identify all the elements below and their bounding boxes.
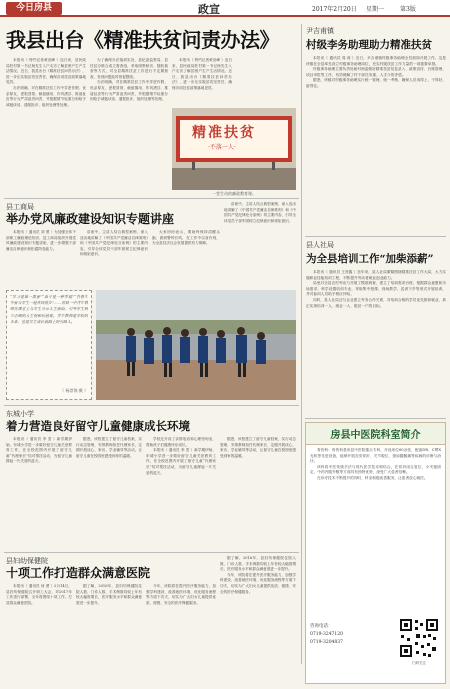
ad-phone-2: 0719-3204837 <box>310 640 344 645</box>
ad-qr-caption: 扫码关注 <box>412 661 426 665</box>
section-rule <box>4 198 299 199</box>
youth-body-col1 <box>6 230 76 286</box>
hospital-ad <box>305 422 446 684</box>
lead-paragraph: 本报讯（ 特约记者黄竞峰 ）连日来，县民政局驻村第一书记杨先生入户走访了解贫困户生产生活情况。近日，我县出台《精准扶贫问责办法》，进一步压实脱贫攻坚责任，确保各项扶贫政策落地见效。 <box>172 58 232 90</box>
village-body <box>306 56 446 234</box>
youth-body-col3 <box>152 230 220 286</box>
school-body-col3 <box>146 437 216 549</box>
youth-paragraph: 讲座中，主讲人结合典型案例，深入浅出地讲解了《中国共产党廉洁自律准则》和《中国共产党纪律处分条例》的主要内容，引导全体党员干部牢固树立纪律意识和规矩意识。 <box>80 230 148 257</box>
fuyou-body-col2 <box>76 584 142 682</box>
fuyou-paragraph: 本报讯（ 通讯员 何 勇 ）2月14日，县妇幼保健院召开职工大会，对2017年工作进行部署，全年将围绕十项工作，打造群众满意医院。 <box>6 584 72 605</box>
training-paragraph: 本报讯（ 通讯员 王晋鑫 ）近年来，县人社局紧紧围绕精准扶贫工作大局，大力实施职业技能培训工程，不断提升劳动者就业创业能力。 <box>306 270 446 280</box>
school-body-col1 <box>6 437 72 549</box>
masthead-bar <box>0 0 450 17</box>
students-photo <box>96 290 296 400</box>
school-paragraph: 本报讯（ 通讯员 李 雲 ）新学期伊始，东城小学进一步做好留守儿童关爱教育工作，在全校范围内开展了留守儿童“代理家长”结对帮扶活动，为留守儿童撑起一片关爱的蓝天。 <box>146 448 216 475</box>
youth-kicker: 县工商局 <box>6 203 34 211</box>
training-headline: 为全县培训工作“加柴添薪” <box>306 253 434 265</box>
school-paragraph: 据悉，该校建立了留守儿童档案，实行动态管理，安排教师担任代理家长，定期开展谈心、家访、学业辅导等活动，让留守儿童在校园里感受到家的温暖。 <box>220 437 296 458</box>
lead-paragraph: 本报讯（ 特约记者黄竞峰 ）连日来，县民政局驻村第一书记杨先生入户走访了解贫困户生产生活情况。近日，我县出台《精准扶贫问责办法》，进一步压实脱贫攻坚责任，确保各项扶贫政策落地见效。 <box>6 58 86 85</box>
lead-paragraph: 办法明确，对在精准扶贫工作中弄虚作假、优亲厚友、虚报冒领、截留挪用、作风漂浮、推诿扯皮等行为严肃追责问责，并根据情节轻重分别给予诫勉谈话、通报批评、组织处理等处理。 <box>6 85 86 107</box>
school-paragraph: 学校还开设了亲情电话和心理咨询室，帮助孩子们健康快乐成长。 <box>146 437 216 447</box>
lead-headline: 我县出台《精准扶贫问责办法》 <box>6 28 279 52</box>
fuyou-body-col4 <box>220 556 296 682</box>
lead-body-col2 <box>90 58 168 196</box>
qr-code-icon <box>398 617 440 659</box>
quote-box <box>6 290 92 400</box>
ad-title-bar <box>306 423 445 445</box>
village-paragraph: 本报讯（ 通讯员 周 涛 ）近日，尹吉甫镇村级事务助理全员到岗开展工作。这是该镇在全县率先设立村级事务助理岗位，充实村级扶贫工作力量的一项重要举措。 <box>306 56 446 66</box>
youth-paragraph: 讲座中，主讲人结合典型案例，深入浅出地讲解了《中国共产党廉洁自律准则》和《中国共产党纪律处分条例》的主要内容，引导全体党员干部牢固树立纪律意识和规矩意识。 <box>224 202 296 223</box>
youth-headline: 举办党风廉政建设知识专题讲座 <box>6 212 175 226</box>
youth-paragraph: 大家纷纷表示，要始终保持清醒头脑，做到警钟长鸣，在工作中以身作则，为全县经济社会发展提供有力保障。 <box>152 230 220 246</box>
fuyou-paragraph: 据了解，2016年，县妇幼保健院住院人数、门诊人数、手术例数均较上年有较大幅度增长，医疗服务水平和群众满意度进一步提升。 <box>220 556 296 572</box>
masthead-logo <box>6 2 62 15</box>
training-body <box>306 270 446 415</box>
youth-body-col2 <box>80 230 148 286</box>
village-kicker: 尹吉甫镇 <box>306 27 334 35</box>
lead-paragraph: 办法明确，对在精准扶贫工作中弄虚作假、优亲厚友、虚报冒领、截留挪用、作风漂浮、推诿扯皮等行为严肃追责问责，并根据情节轻重分别给予诫勉谈话、通报批评、组织处理等处理。 <box>90 80 168 102</box>
issue-date: 2017年2月20日 <box>312 6 357 13</box>
ad-paragraph: 骨伤科：骨伤科是房县中医院重点专科，开设床位60余张，配备DR、C臂X光机等先进设备，能够开展各类骨折、关节脱位、颈肩腰腿痛等疾病的诊断与治疗。 <box>310 448 441 464</box>
column-rule <box>301 24 302 664</box>
village-headline: 村级李务助理助力精准扶贫 <box>306 39 432 51</box>
issue-weekday: 星期一 <box>366 6 385 13</box>
lead-paragraph: 为了确保办法落到实处，县纪委监察局、县扶贫办联合成立督查组，采取明察暗访、随机抽查等方式，对全县精准扶贫工作进行不定期督查，发现问题及时督促整改。 <box>90 58 168 79</box>
lead-caption: 一堂生动的廉政教育课。 <box>212 191 256 196</box>
fuyou-paragraph: 今年，该院将在提升医疗服务能力、加强学科建设、改善就医环境、优化服务流程等方面下功夫，切实为广大妇女儿童提供优质、便捷、安全的医疗保健服务。 <box>146 584 216 605</box>
fuyou-body-col1 <box>6 584 72 682</box>
fuyou-body-col3 <box>146 584 216 682</box>
page-number: 第3版 <box>400 6 416 13</box>
section-label: 政宣 <box>198 3 220 16</box>
quote-author: （ 杨崇锦 摄 ） <box>60 388 88 393</box>
ad-headline: 房县中医院科室简介 <box>330 430 421 441</box>
fuyou-kicker: 县妇幼保健院 <box>6 557 48 565</box>
ad-paragraph: 在诊疗技术不断提升的同时，科室积极改善服务，让患者放心就医。 <box>317 475 428 480</box>
section-rule <box>4 405 299 406</box>
training-paragraph: 同时，县人社局还与企业建立劳务合作关系，对培训合格的学员优先推荐就业，真正实现培训一人、就业一人、脱贫一户的目标。 <box>306 297 446 308</box>
fuyou-paragraph: 今年，该院将在提升医疗服务能力、加强学科建设、改善就医环境、优化服务流程等方面下功夫，切实为广大妇女儿童提供优质、便捷、安全的医疗保健服务。 <box>220 572 296 594</box>
ad-qr-code <box>398 617 440 659</box>
lead-body-col1 <box>6 58 86 196</box>
quote-text: “学习是第一需要”“奋斗是一种幸福”“青春年华要与学生一起共同进步”……房县一中青年教师在课堂上与学生分享人生感悟，引导学生树立正确的人生观和价值观。青年教师是学校的未来，也是学生成长道路上的引路人。 <box>10 294 88 324</box>
ad-phone-label: 咨询电话： <box>310 624 333 629</box>
youth-paragraph: 本报讯（ 通讯员 刘 勇 ）为加强全体干部职工廉政理论知识，县工商局组织开展党风廉政建设知识专题讲座，进一步增强干部廉洁自律意识和拒腐防变能力。 <box>6 230 76 251</box>
youth-body-col4 <box>224 202 296 286</box>
school-body-col2 <box>76 437 142 549</box>
village-paragraph: 村级事务助理主要负责协助村两委做好精准扶贫信息录入、政策宣传、台账管理、项目申报等工作，有效缓解了村干部任务重、人手少的矛盾。 <box>306 67 446 77</box>
training-paragraph: 局里对全县农村劳动力开展了摸底调查，建立了培训需求台账，根据群众意愿和市场需求，科学设置培训专业，采取集中授课、现场教学、送训下乡等形式开展培训，并对参训人员给予相应补贴。 <box>306 281 446 297</box>
school-paragraph: 本报讯（ 通讯员 李 雲 ）新学期伊始，东城小学进一步做好留守儿童关爱教育工作，在全校范围内开展了留守儿童“代理家长”结对帮扶活动，为留守儿童撑起一片关爱的蓝天。 <box>6 437 72 464</box>
school-body-col4 <box>220 437 296 549</box>
section-rule <box>305 236 446 237</box>
section-rule <box>305 418 446 419</box>
ad-contact <box>310 623 380 645</box>
ad-paragraph: 该科将中医传统手法与现代医学技术相结合，在骨折闭合复位、小夹板固定、中药内服外敷等方面具有独特优势，深受广大患者信赖。 <box>310 464 441 475</box>
section-rule <box>4 552 299 553</box>
ad-phone-1: 0719-3247120 <box>310 632 344 637</box>
students-scene <box>96 290 296 400</box>
ad-body <box>306 445 445 617</box>
lead-banner-photo <box>172 108 296 190</box>
fuyou-headline: 十项工作打造群众满意医院 <box>6 566 151 580</box>
fuyou-paragraph: 据了解，2016年，县妇幼保健院住院人数、门诊人数、手术例数均较上年有较大幅度增长，医疗服务水平和群众满意度进一步提升。 <box>76 584 142 605</box>
masthead-title: 今日房县 <box>15 3 52 13</box>
village-paragraph: 据悉，该镇对村级事务助理实行统一管理、统一考核，确保人员用得上、干得好、留得住。 <box>306 78 446 88</box>
training-kicker: 县人社局 <box>306 241 334 249</box>
school-headline: 着力营造良好留守儿童健康成长环境 <box>6 419 190 433</box>
banner-title: 精准扶贫 <box>192 125 256 141</box>
banner-subtitle: ·不落一人· <box>208 144 236 151</box>
school-kicker: 东城小学 <box>6 410 34 418</box>
school-paragraph: 据悉，该校建立了留守儿童档案，实行动态管理，安排教师担任代理家长，定期开展谈心、家访、学业辅导等活动，让留守儿童在校园里感受到家的温暖。 <box>76 437 142 458</box>
